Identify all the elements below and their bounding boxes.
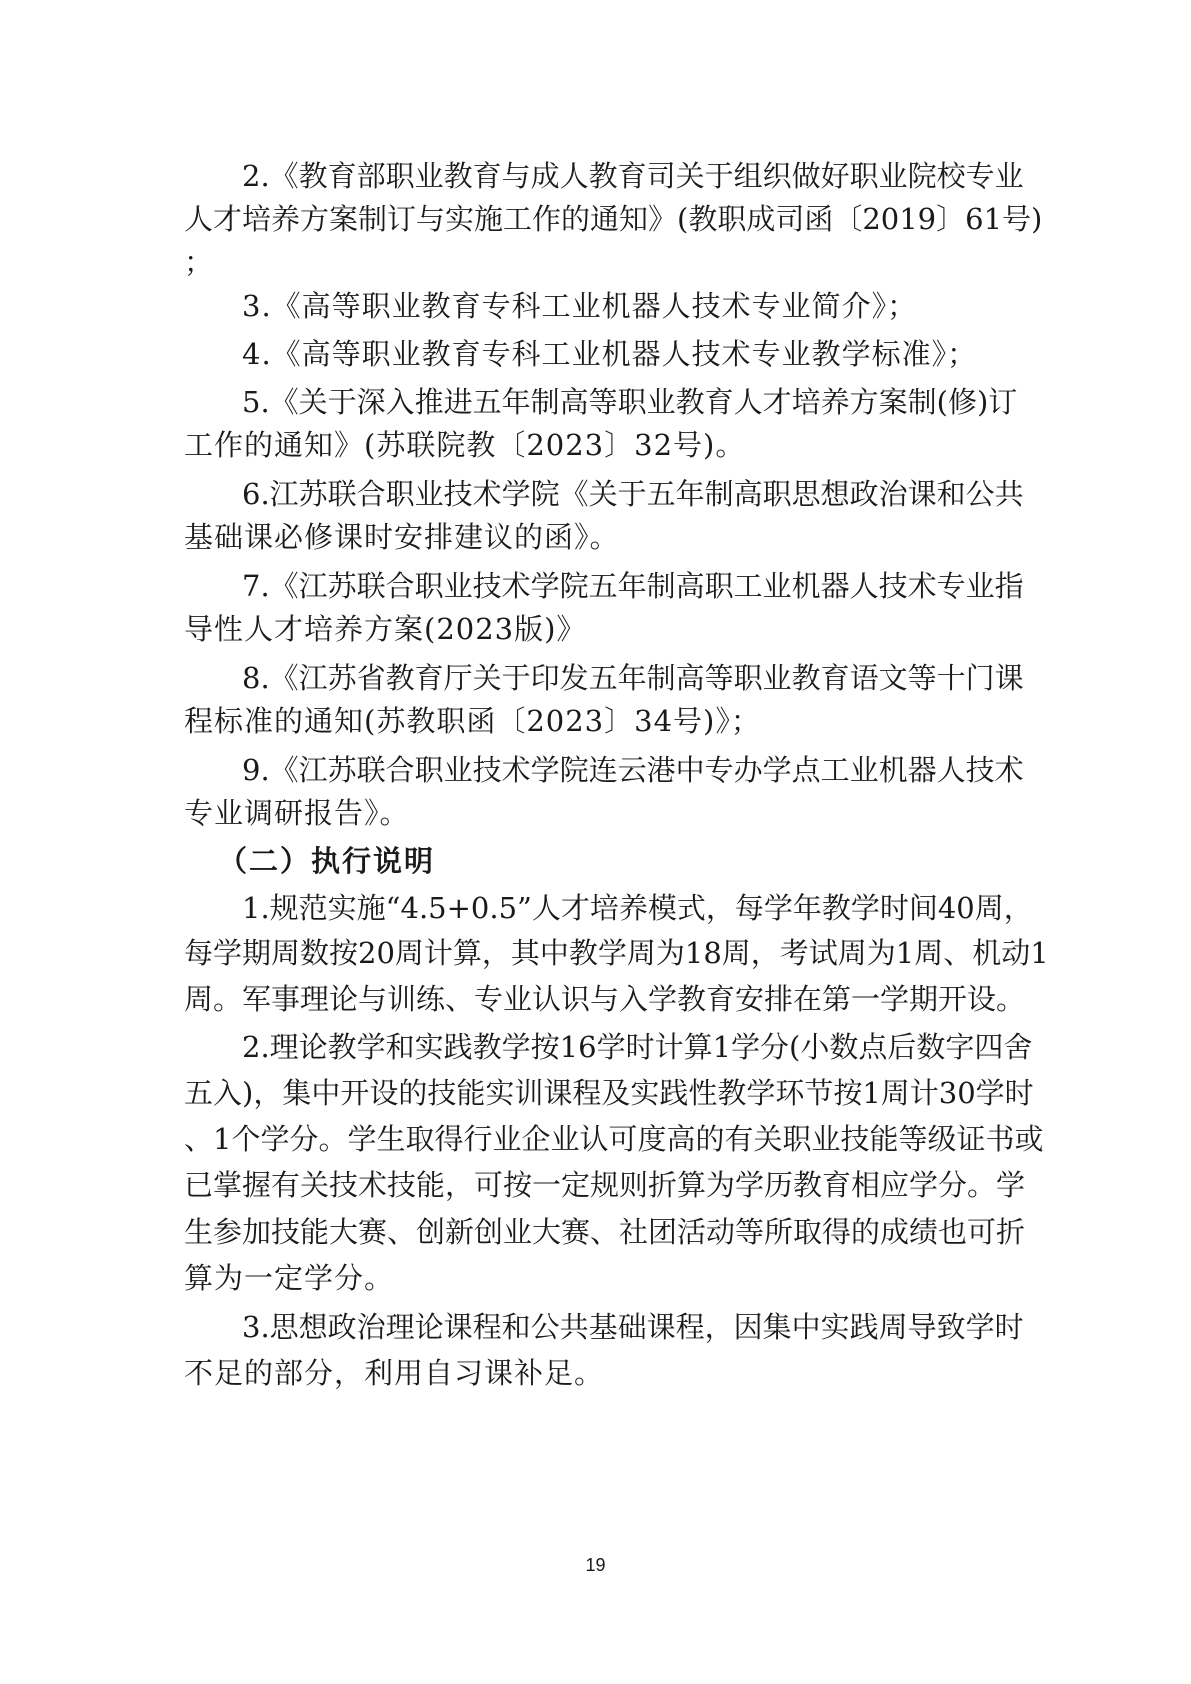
paragraph-basis-8-line-2: 程标准的通知(苏教职函〔2023〕34号)》；	[184, 704, 761, 738]
paragraph-basis-8-line-1: 8.《江苏省教育厅关于印发五年制高等职业教育语文等十门课	[242, 661, 1024, 695]
paragraph-basis-4-line-1: 4.《高等职业教育专科工业机器人技术专业教学标准》；	[242, 337, 978, 371]
paragraph-note-2-line-4: 已掌握有关技术技能，可按一定规则折算为学历教育相应学分。学	[184, 1168, 1026, 1202]
page-number: 19	[585, 1555, 606, 1575]
paragraph-basis-2-line-3: ；	[184, 245, 215, 279]
paragraph-note-2-line-1: 2.理论教学和实践教学按16学时计算1学分(小数点后数字四舍	[242, 1030, 1033, 1064]
section-heading: （二）执行说明	[218, 844, 436, 878]
paragraph-basis-6-line-1: 6.江苏联合职业技术学院《关于五年制高职思想政治课和公共	[242, 477, 1024, 511]
paragraph-note-1-line-3: 周。军事理论与训练、专业认识与入学教育安排在第一学期开设。	[184, 982, 1026, 1016]
paragraph-basis-9-line-1: 9.《江苏联合职业技术学院连云港中专办学点工业机器人技术	[242, 753, 1024, 787]
paragraph-note-1-line-1: 1.规范实施“4.5+0.5”人才培养模式，每学年教学时间40周，	[242, 891, 1033, 925]
paragraph-basis-7-line-1: 7.《江苏联合职业技术学院五年制高职工业机器人技术专业指	[242, 569, 1024, 603]
paragraph-note-1-line-2: 每学期周数按20周计算，其中教学周为18周，考试周为1周、机动1	[184, 936, 1049, 970]
paragraph-note-3-line-2: 不足的部分，利用自习课补足。	[184, 1356, 605, 1390]
paragraph-note-2-line-2: 五入)，集中开设的技能实训课程及实践性教学环节按1周计30学时	[184, 1076, 1034, 1110]
paragraph-basis-7-line-2: 导性人才培养方案(2023版)》	[184, 612, 587, 646]
paragraph-note-2-line-3: 、1个学分。学生取得行业企业认可度高的有关职业技能等级证书或	[184, 1122, 1044, 1156]
paragraph-basis-6-line-2: 基础课必修课时安排建议的函》。	[184, 520, 620, 554]
paragraph-note-3-line-1: 3.思想政治理论课程和公共基础课程，因集中实践周导致学时	[242, 1310, 1024, 1344]
paragraph-basis-9-line-2: 专业调研报告》。	[184, 796, 410, 830]
paragraph-note-2-line-5: 生参加技能大赛、创新创业大赛、社团活动等所取得的成绩也可折	[184, 1215, 1026, 1249]
paragraph-basis-3-line-1: 3.《高等职业教育专科工业机器人技术专业简介》；	[242, 289, 918, 323]
paragraph-basis-5-line-2: 工作的通知》(苏联院教〔2023〕32号)。	[184, 428, 746, 462]
paragraph-basis-2-line-1: 2.《教育部职业教育与成人教育司关于组织做好职业院校专业	[242, 159, 1024, 193]
paragraph-basis-2-line-2: 人才培养方案制订与实施工作的通知》(教职成司函〔2019〕61号)	[184, 202, 1043, 236]
paragraph-note-2-line-6: 算为一定学分。	[184, 1261, 395, 1295]
paragraph-basis-5-line-1: 5.《关于深入推进五年制高等职业教育人才培养方案制(修)订	[242, 385, 1018, 419]
